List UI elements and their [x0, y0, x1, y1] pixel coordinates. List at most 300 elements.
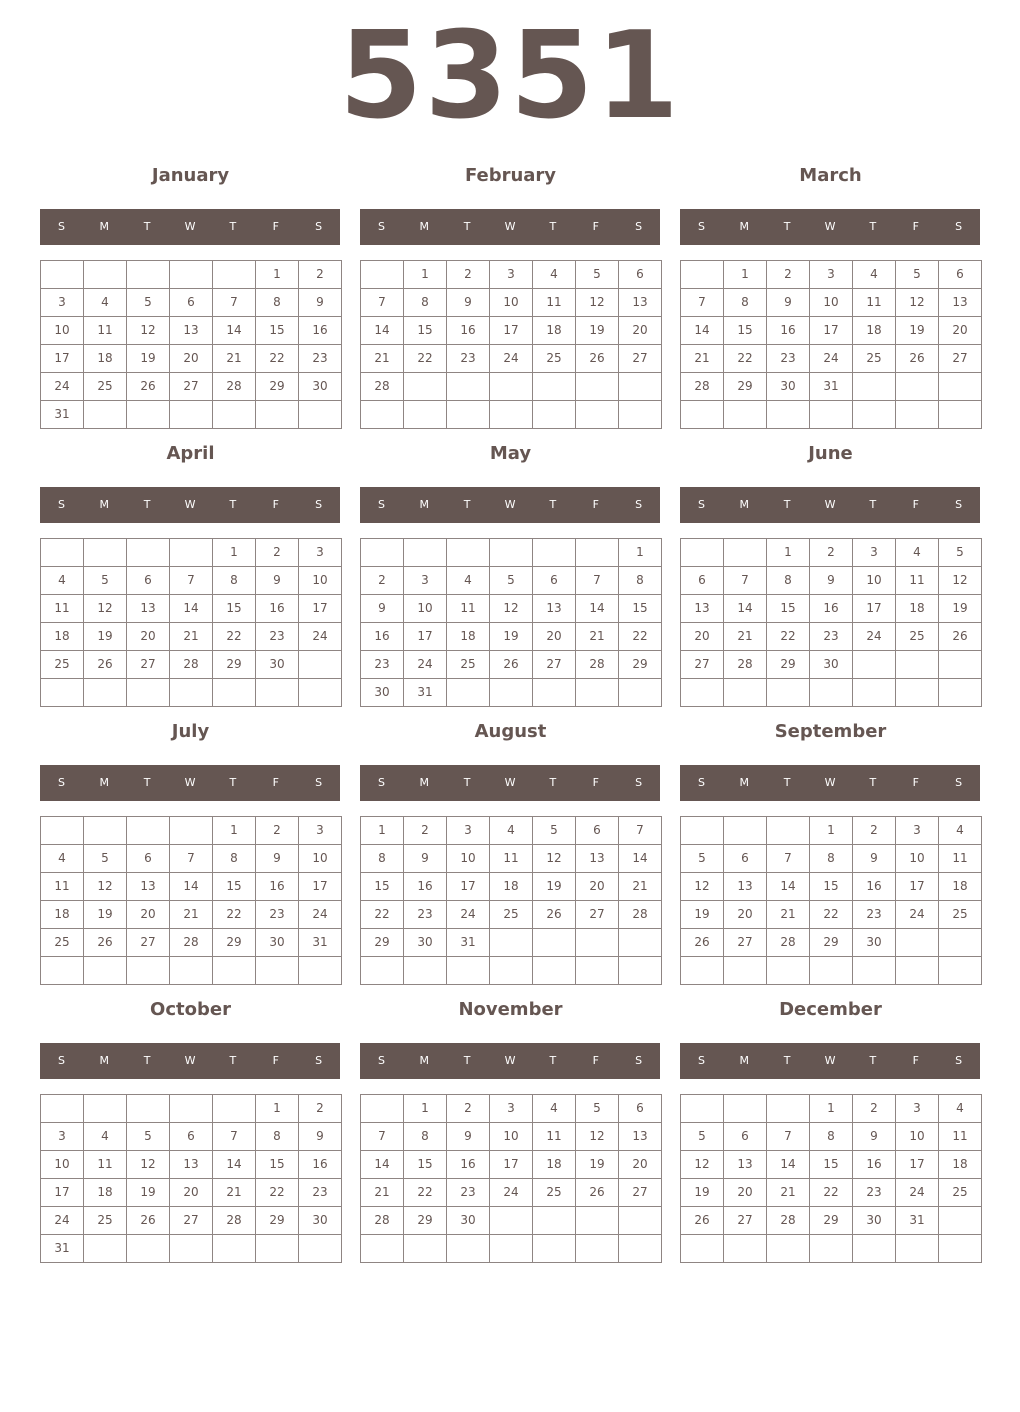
empty-day-cell	[681, 539, 724, 567]
empty-day-cell	[576, 1235, 619, 1263]
day-cell: 17	[490, 1151, 533, 1179]
weekday-label: T	[143, 1054, 151, 1067]
day-cell: 30	[299, 373, 342, 401]
day-cell: 14	[213, 317, 256, 345]
day-cell: 21	[681, 345, 724, 373]
day-cell: 17	[810, 317, 853, 345]
day-cell: 13	[170, 317, 213, 345]
day-cell: 22	[256, 1179, 299, 1207]
day-cell: 6	[576, 817, 619, 845]
day-cell: 22	[404, 345, 447, 373]
day-cell: 7	[767, 1123, 810, 1151]
empty-day-cell	[127, 401, 170, 429]
weekday-label: W	[824, 1054, 836, 1067]
empty-day-cell	[361, 401, 404, 429]
day-cell: 5	[127, 289, 170, 317]
empty-day-cell	[853, 401, 896, 429]
empty-day-cell	[853, 373, 896, 401]
day-cell: 20	[724, 901, 767, 929]
day-cell: 5	[681, 1123, 724, 1151]
day-cell: 13	[127, 873, 170, 901]
day-cell: 9	[256, 845, 299, 873]
day-cell: 25	[41, 929, 84, 957]
empty-day-cell	[576, 539, 619, 567]
day-cell: 27	[576, 901, 619, 929]
day-cell: 19	[84, 623, 127, 651]
empty-day-cell	[939, 651, 982, 679]
day-cell: 21	[213, 1179, 256, 1207]
day-cell: 9	[404, 845, 447, 873]
day-cell: 18	[490, 873, 533, 901]
empty-day-cell	[576, 373, 619, 401]
empty-day-cell	[724, 539, 767, 567]
day-cell: 29	[810, 929, 853, 957]
day-grid	[360, 260, 662, 429]
empty-day-cell	[299, 957, 342, 985]
day-cell: 27	[533, 651, 576, 679]
day-cell: 14	[361, 1151, 404, 1179]
day-cell: 16	[447, 317, 490, 345]
day-cell: 2	[299, 261, 342, 289]
day-cell: 4	[84, 289, 127, 317]
day-cell: 30	[361, 679, 404, 707]
day-cell: 17	[299, 873, 342, 901]
empty-day-cell	[447, 1235, 490, 1263]
day-cell: 4	[490, 817, 533, 845]
day-cell: 25	[490, 901, 533, 929]
weekday-label: T	[143, 498, 151, 511]
day-cell: 22	[619, 623, 662, 651]
weekday-label: W	[184, 1054, 196, 1067]
day-cell: 31	[41, 401, 84, 429]
weekday-label: F	[272, 220, 279, 233]
empty-day-cell	[213, 1235, 256, 1263]
weekday-label: S	[955, 1054, 963, 1067]
day-cell: 18	[896, 595, 939, 623]
weekday-header	[40, 765, 340, 801]
empty-day-cell	[681, 261, 724, 289]
weekday-label: S	[955, 498, 963, 511]
day-cell: 30	[447, 1207, 490, 1235]
day-cell: 10	[896, 1123, 939, 1151]
day-cell: 18	[939, 873, 982, 901]
empty-day-cell	[84, 679, 127, 707]
weekday-label: W	[824, 776, 836, 789]
month-name: July	[171, 721, 210, 742]
day-cell: 29	[256, 1207, 299, 1235]
day-cell: 25	[447, 651, 490, 679]
day-cell: 15	[256, 317, 299, 345]
empty-day-cell	[533, 929, 576, 957]
day-cell: 12	[576, 289, 619, 317]
day-cell: 13	[533, 595, 576, 623]
day-cell: 25	[853, 345, 896, 373]
day-cell: 30	[256, 929, 299, 957]
weekday-label: T	[463, 776, 471, 789]
day-cell: 16	[299, 317, 342, 345]
day-cell: 20	[724, 1179, 767, 1207]
empty-day-cell	[533, 957, 576, 985]
day-cell: 14	[619, 845, 662, 873]
day-cell: 11	[84, 1151, 127, 1179]
day-cell: 23	[810, 623, 853, 651]
day-cell: 24	[896, 901, 939, 929]
day-cell: 11	[533, 1123, 576, 1151]
empty-day-cell	[84, 817, 127, 845]
empty-day-cell	[41, 957, 84, 985]
day-cell: 23	[447, 345, 490, 373]
day-cell: 10	[41, 317, 84, 345]
empty-day-cell	[213, 401, 256, 429]
day-cell: 30	[853, 1207, 896, 1235]
weekday-header	[40, 1043, 340, 1079]
weekday-label: W	[504, 1054, 516, 1067]
empty-day-cell	[299, 651, 342, 679]
day-cell: 27	[619, 1179, 662, 1207]
empty-day-cell	[170, 401, 213, 429]
empty-day-cell	[256, 957, 299, 985]
day-cell: 28	[576, 651, 619, 679]
weekday-header	[40, 209, 340, 245]
day-cell: 13	[170, 1151, 213, 1179]
day-cell: 2	[361, 567, 404, 595]
empty-day-cell	[490, 1235, 533, 1263]
day-cell: 31	[299, 929, 342, 957]
weekday-label: S	[635, 498, 643, 511]
weekday-label: F	[912, 498, 919, 511]
month-name: April	[166, 443, 215, 464]
day-cell: 2	[447, 261, 490, 289]
day-cell: 22	[724, 345, 767, 373]
day-cell: 21	[170, 901, 213, 929]
day-cell: 13	[681, 595, 724, 623]
day-cell: 21	[213, 345, 256, 373]
weekday-label: M	[99, 220, 110, 233]
weekday-label: S	[377, 776, 385, 789]
empty-day-cell	[896, 929, 939, 957]
day-cell: 16	[447, 1151, 490, 1179]
day-cell: 19	[681, 1179, 724, 1207]
day-cell: 26	[681, 929, 724, 957]
day-cell: 15	[361, 873, 404, 901]
day-cell: 2	[853, 1095, 896, 1123]
weekday-label: T	[869, 498, 877, 511]
day-cell: 24	[853, 623, 896, 651]
empty-day-cell	[767, 817, 810, 845]
day-cell: 16	[767, 317, 810, 345]
day-grid	[360, 816, 662, 985]
weekday-label: T	[463, 498, 471, 511]
day-cell: 27	[127, 651, 170, 679]
day-cell: 19	[127, 1179, 170, 1207]
day-cell: 24	[404, 651, 447, 679]
day-cell: 19	[681, 901, 724, 929]
empty-day-cell	[681, 1095, 724, 1123]
weekday-label: M	[419, 776, 430, 789]
empty-day-cell	[127, 679, 170, 707]
day-cell: 7	[170, 845, 213, 873]
day-cell: 22	[256, 345, 299, 373]
weekday-label: F	[272, 1054, 279, 1067]
day-cell: 3	[896, 1095, 939, 1123]
day-cell: 1	[213, 539, 256, 567]
day-cell: 17	[896, 873, 939, 901]
day-cell: 26	[84, 929, 127, 957]
empty-day-cell	[896, 401, 939, 429]
day-cell: 25	[41, 651, 84, 679]
weekday-label: F	[912, 776, 919, 789]
day-cell: 28	[767, 929, 810, 957]
weekday-label: M	[739, 776, 750, 789]
empty-day-cell	[170, 957, 213, 985]
empty-day-cell	[361, 1095, 404, 1123]
day-cell: 28	[213, 373, 256, 401]
day-cell: 20	[533, 623, 576, 651]
weekday-label: S	[697, 220, 705, 233]
weekday-label: T	[869, 776, 877, 789]
empty-day-cell	[361, 539, 404, 567]
day-cell: 29	[213, 651, 256, 679]
day-cell: 2	[256, 539, 299, 567]
day-cell: 1	[361, 817, 404, 845]
day-cell: 21	[724, 623, 767, 651]
day-cell: 12	[127, 317, 170, 345]
day-cell: 18	[41, 623, 84, 651]
day-cell: 29	[361, 929, 404, 957]
empty-day-cell	[41, 1095, 84, 1123]
day-cell: 8	[361, 845, 404, 873]
day-cell: 12	[490, 595, 533, 623]
day-cell: 17	[853, 595, 896, 623]
empty-day-cell	[256, 1235, 299, 1263]
day-cell: 8	[404, 1123, 447, 1151]
day-cell: 4	[939, 1095, 982, 1123]
day-cell: 19	[84, 901, 127, 929]
weekday-header	[360, 1043, 660, 1079]
day-cell: 15	[404, 317, 447, 345]
day-cell: 29	[256, 373, 299, 401]
day-cell: 25	[84, 373, 127, 401]
empty-day-cell	[576, 1207, 619, 1235]
empty-day-cell	[490, 539, 533, 567]
day-cell: 21	[576, 623, 619, 651]
day-cell: 28	[361, 373, 404, 401]
day-cell: 3	[896, 817, 939, 845]
day-cell: 31	[404, 679, 447, 707]
day-cell: 27	[724, 1207, 767, 1235]
weekday-label: W	[504, 776, 516, 789]
weekday-label: T	[229, 220, 237, 233]
day-cell: 19	[896, 317, 939, 345]
day-cell: 17	[299, 595, 342, 623]
day-cell: 24	[810, 345, 853, 373]
day-cell: 8	[810, 1123, 853, 1151]
day-cell: 25	[896, 623, 939, 651]
day-cell: 9	[853, 845, 896, 873]
empty-day-cell	[127, 957, 170, 985]
day-cell: 29	[810, 1207, 853, 1235]
day-cell: 17	[41, 1179, 84, 1207]
month-name: February	[464, 165, 557, 186]
weekday-label: T	[783, 776, 791, 789]
day-cell: 23	[404, 901, 447, 929]
day-cell: 14	[767, 1151, 810, 1179]
day-cell: 30	[299, 1207, 342, 1235]
day-cell: 8	[767, 567, 810, 595]
empty-day-cell	[213, 957, 256, 985]
weekday-label: T	[549, 776, 557, 789]
day-cell: 10	[896, 845, 939, 873]
day-cell: 7	[170, 567, 213, 595]
day-cell: 9	[361, 595, 404, 623]
day-cell: 26	[533, 901, 576, 929]
day-cell: 10	[490, 289, 533, 317]
day-cell: 2	[299, 1095, 342, 1123]
day-cell: 30	[404, 929, 447, 957]
empty-day-cell	[681, 679, 724, 707]
day-cell: 6	[619, 1095, 662, 1123]
weekday-label: M	[99, 498, 110, 511]
day-cell: 24	[299, 623, 342, 651]
day-cell: 18	[84, 345, 127, 373]
day-cell: 14	[170, 873, 213, 901]
day-cell: 22	[810, 901, 853, 929]
weekday-label: S	[635, 776, 643, 789]
day-cell: 6	[619, 261, 662, 289]
day-cell: 26	[939, 623, 982, 651]
day-cell: 18	[939, 1151, 982, 1179]
day-cell: 29	[767, 651, 810, 679]
day-cell: 18	[41, 901, 84, 929]
empty-day-cell	[84, 957, 127, 985]
day-cell: 2	[767, 261, 810, 289]
day-cell: 2	[853, 817, 896, 845]
empty-day-cell	[853, 651, 896, 679]
day-cell: 27	[127, 929, 170, 957]
empty-day-cell	[256, 401, 299, 429]
day-cell: 18	[853, 317, 896, 345]
day-cell: 7	[619, 817, 662, 845]
empty-day-cell	[41, 679, 84, 707]
day-cell: 3	[447, 817, 490, 845]
empty-day-cell	[404, 1235, 447, 1263]
day-cell: 20	[619, 317, 662, 345]
empty-day-cell	[810, 401, 853, 429]
day-cell: 27	[170, 373, 213, 401]
weekday-label: S	[57, 1054, 65, 1067]
day-cell: 24	[41, 373, 84, 401]
weekday-header	[360, 765, 660, 801]
day-cell: 5	[896, 261, 939, 289]
empty-day-cell	[896, 373, 939, 401]
weekday-label: S	[57, 776, 65, 789]
day-cell: 30	[810, 651, 853, 679]
weekday-label: S	[635, 1054, 643, 1067]
day-cell: 3	[299, 817, 342, 845]
weekday-label: T	[549, 220, 557, 233]
day-cell: 30	[853, 929, 896, 957]
empty-day-cell	[767, 1095, 810, 1123]
day-cell: 9	[256, 567, 299, 595]
empty-day-cell	[939, 929, 982, 957]
day-cell: 26	[896, 345, 939, 373]
day-cell: 2	[447, 1095, 490, 1123]
day-cell: 24	[447, 901, 490, 929]
empty-day-cell	[447, 373, 490, 401]
day-cell: 5	[533, 817, 576, 845]
day-cell: 31	[810, 373, 853, 401]
month-name: November	[458, 999, 563, 1020]
day-cell: 16	[256, 595, 299, 623]
day-cell: 27	[939, 345, 982, 373]
empty-day-cell	[41, 817, 84, 845]
day-cell: 27	[619, 345, 662, 373]
empty-day-cell	[361, 957, 404, 985]
day-cell: 6	[127, 567, 170, 595]
day-cell: 22	[767, 623, 810, 651]
day-cell: 28	[213, 1207, 256, 1235]
day-cell: 1	[256, 261, 299, 289]
empty-day-cell	[853, 957, 896, 985]
day-cell: 9	[810, 567, 853, 595]
day-cell: 6	[533, 567, 576, 595]
empty-day-cell	[619, 1207, 662, 1235]
day-cell: 12	[576, 1123, 619, 1151]
empty-day-cell	[724, 1095, 767, 1123]
empty-day-cell	[170, 679, 213, 707]
day-grid	[360, 1094, 662, 1263]
day-cell: 21	[361, 345, 404, 373]
day-cell: 15	[256, 1151, 299, 1179]
day-cell: 14	[213, 1151, 256, 1179]
empty-day-cell	[127, 261, 170, 289]
day-cell: 4	[533, 1095, 576, 1123]
day-grid	[40, 538, 342, 707]
day-cell: 9	[853, 1123, 896, 1151]
day-cell: 11	[41, 873, 84, 901]
day-cell: 15	[724, 317, 767, 345]
empty-day-cell	[84, 539, 127, 567]
day-cell: 13	[127, 595, 170, 623]
empty-day-cell	[127, 539, 170, 567]
weekday-header	[680, 209, 980, 245]
day-cell: 6	[939, 261, 982, 289]
weekday-label: T	[549, 1054, 557, 1067]
weekday-label: S	[697, 1054, 705, 1067]
day-cell: 11	[533, 289, 576, 317]
empty-day-cell	[84, 261, 127, 289]
day-cell: 8	[256, 1123, 299, 1151]
month-name: March	[799, 165, 862, 186]
day-cell: 11	[84, 317, 127, 345]
day-cell: 6	[724, 1123, 767, 1151]
weekday-label: T	[229, 1054, 237, 1067]
empty-day-cell	[576, 679, 619, 707]
weekday-label: F	[272, 498, 279, 511]
day-cell: 19	[127, 345, 170, 373]
empty-day-cell	[767, 957, 810, 985]
day-cell: 7	[576, 567, 619, 595]
day-cell: 1	[810, 817, 853, 845]
day-cell: 26	[127, 1207, 170, 1235]
day-cell: 4	[41, 567, 84, 595]
day-cell: 5	[84, 567, 127, 595]
day-cell: 30	[256, 651, 299, 679]
day-cell: 17	[490, 317, 533, 345]
day-cell: 1	[619, 539, 662, 567]
weekday-label: F	[912, 1054, 919, 1067]
day-cell: 23	[447, 1179, 490, 1207]
